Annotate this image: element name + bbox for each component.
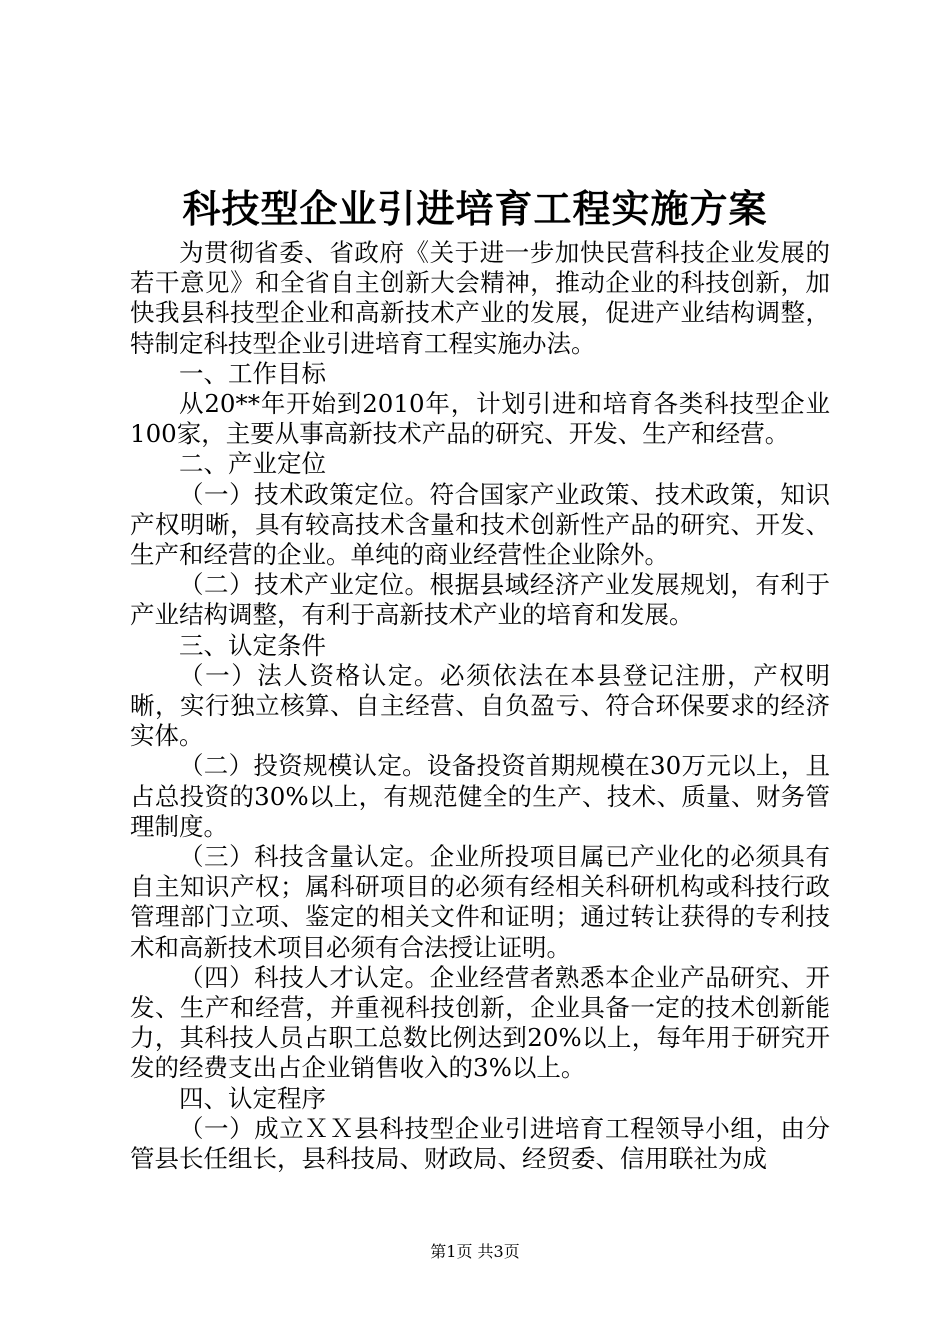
section-heading-goals: 一、工作目标 <box>179 358 326 388</box>
paragraph-tech-talent: （四）科技人才认定。企业经营者熟悉本企业产品研究、开发、生产和经营，并重视科技创新，企业具备一定的技术创新能力，其科技人员占职工总数比例达到20%以上，每年用于研究开发的经费支出占企业销售收入的3%以上。 <box>130 962 830 1083</box>
paragraph-tech-policy: （一）技术政策定位。符合国家产业政策、技术政策，知识产权明晰，具有较高技术含量和技术创新性产品的研究、开发、生产和经营的企业。单纯的商业经营性企业除外。 <box>130 479 830 570</box>
section-heading-procedure: 四、认定程序 <box>179 1083 326 1113</box>
section-heading-conditions: 三、认定条件 <box>179 630 326 660</box>
paragraph-intro: 为贯彻省委、省政府《关于进一步加快民营科技企业发展的若干意见》和全省自主创新大会精神，推动企业的科技创新，加快我县科技型企业和高新技术产业的发展，促进产业结构调整，特制定科技型企业引进培育工程实施办法。 <box>130 238 830 358</box>
document-title: 科技型企业引进培育工程实施方案 <box>182 186 768 231</box>
paragraph-investment-scale: （二）投资规模认定。设备投资首期规模在30万元以上，且占总投资的30%以上，有规范健全的生产、技术、质量、财务管理制度。 <box>130 751 830 841</box>
paragraph-legal-entity: （一）法人资格认定。必须依法在本县登记注册，产权明晰，实行独立核算、自主经营、自负盈亏、符合环保要求的经济实体。 <box>130 660 830 751</box>
page-footer: 第1页 共3页 <box>430 1242 520 1261</box>
document-body <box>130 238 830 1174</box>
paragraph-goals: 从20**年开始到2010年，计划引进和培育各类科技型企业100家，主要从事高新技术产品的研究、开发、生产和经营。 <box>130 389 830 449</box>
paragraph-leadership-group: （一）成立ＸＸ县科技型企业引进培育工程领导小组，由分管县长任组长，县科技局、财政局、经贸委、信用联社为成 <box>130 1113 830 1174</box>
paragraph-tech-content: （三）科技含量认定。企业所投项目属已产业化的必须具有自主知识产权；属科研项目的必须有经相关科研机构或科技行政管理部门立项、鉴定的相关文件和证明；通过转让获得的专利技术和高新技术项目必须有合法授让证明。 <box>130 842 830 962</box>
section-heading-positioning: 二、产业定位 <box>179 449 326 479</box>
paragraph-tech-industry: （二）技术产业定位。根据县域经济产业发展规划，有利于产业结构调整，有利于高新技术产业的培育和发展。 <box>130 570 830 630</box>
